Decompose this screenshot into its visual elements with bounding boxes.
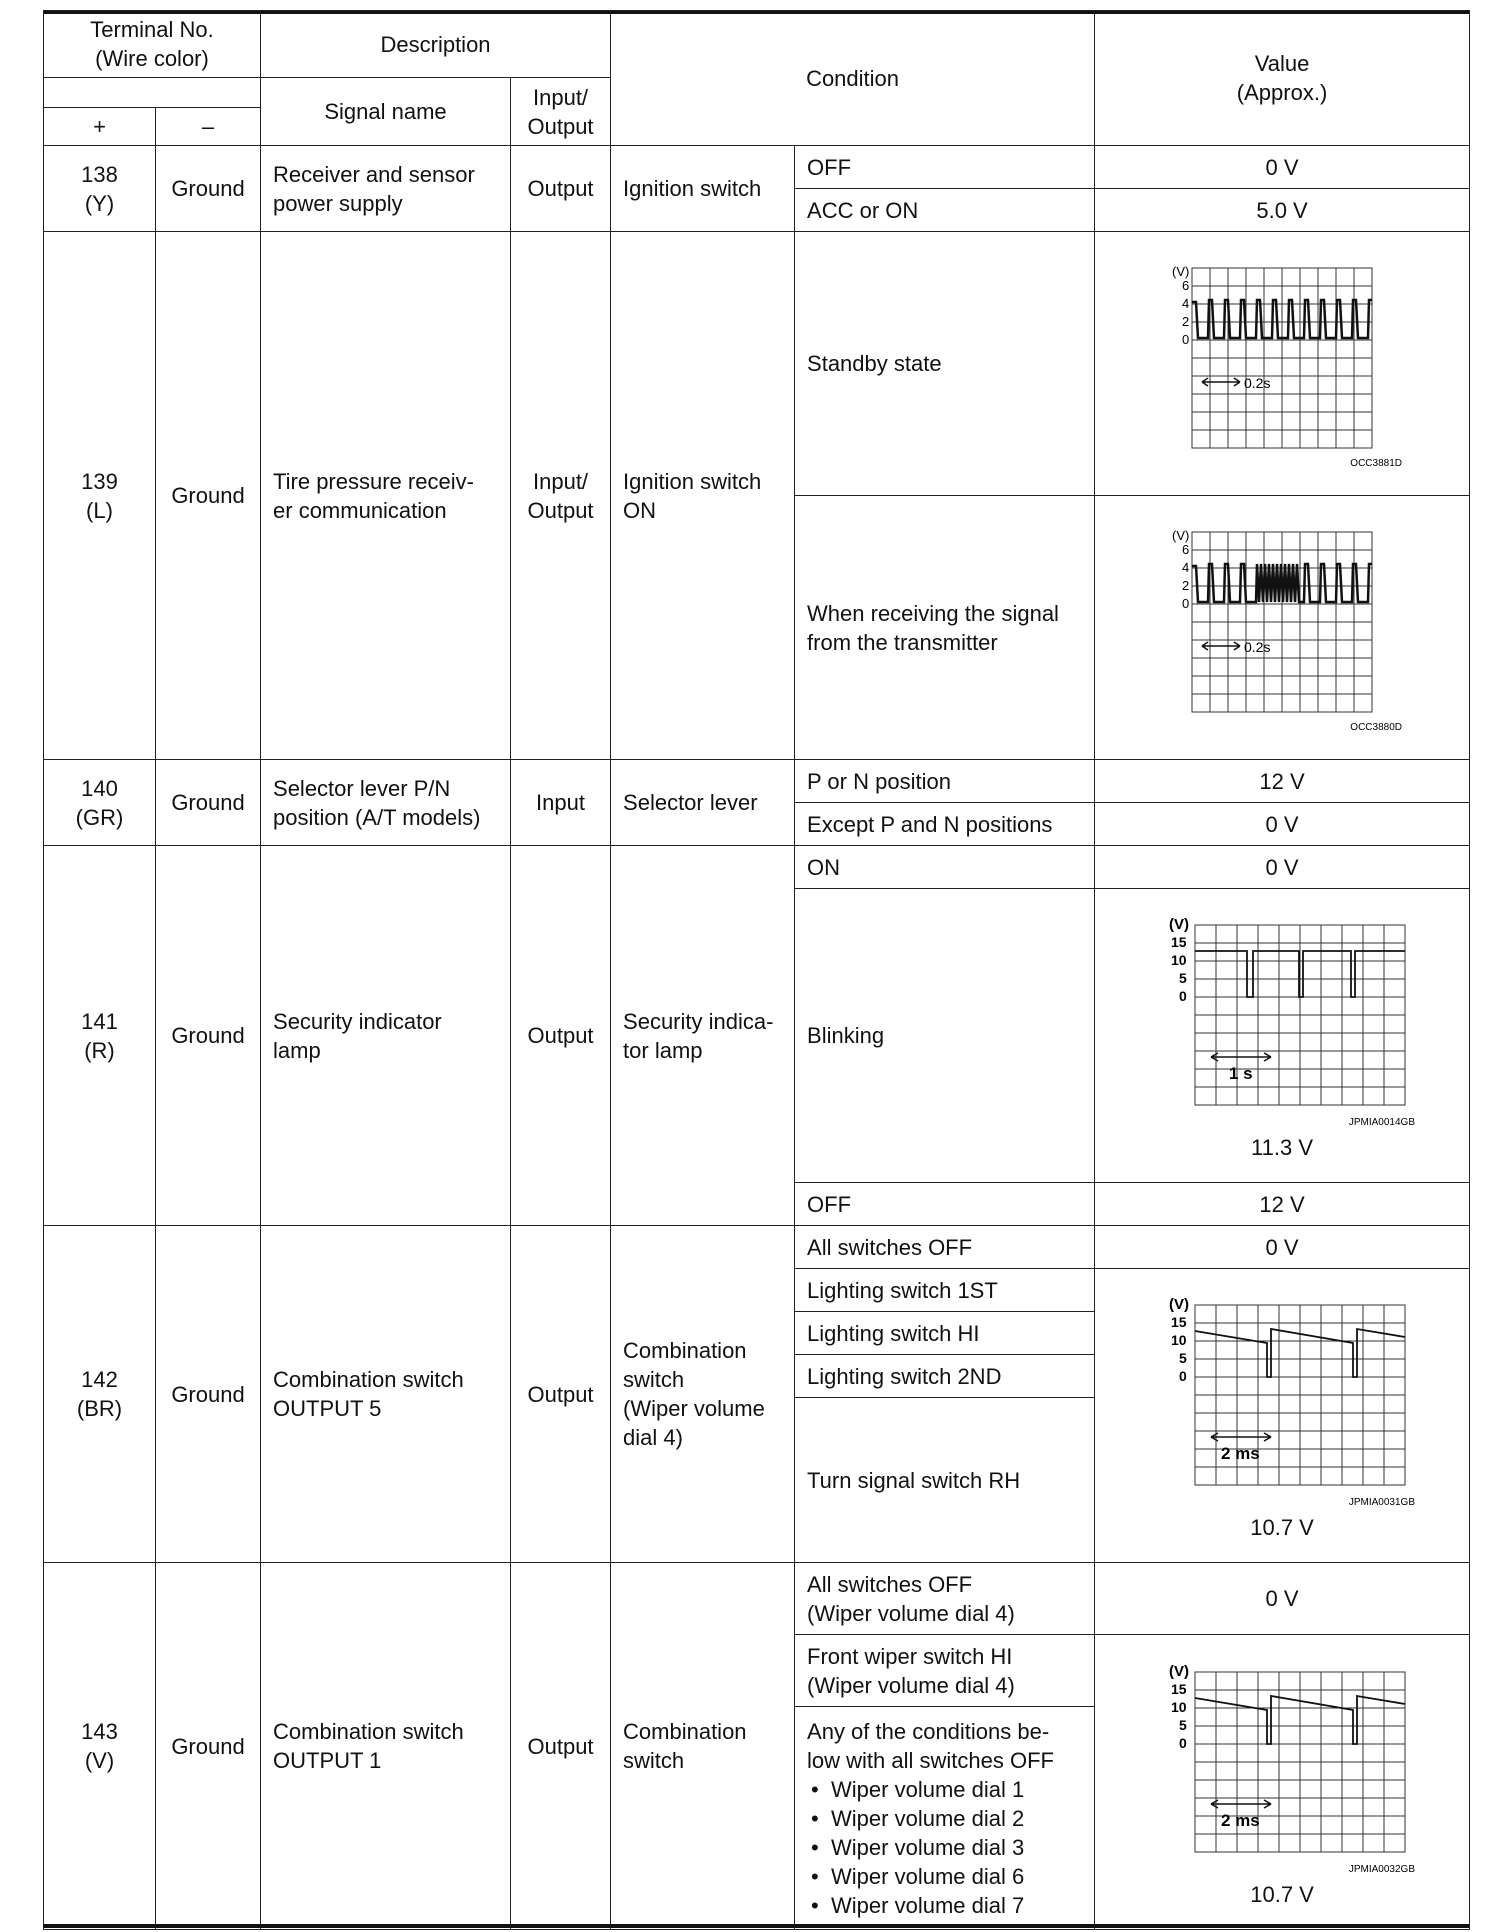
value-cell: 12 V [1095,760,1470,803]
wire-color: (R) [84,1037,115,1063]
value-cell: 0 V [1095,846,1470,889]
wave-tick: 4 [1182,295,1190,311]
signal-line-2: lamp [273,1037,321,1063]
wave-unit: (V) [1169,1296,1190,1313]
cond-main-line: switch [623,1367,685,1392]
ground-cell: Ground [156,760,261,846]
cond-line-2: (Wiper volume dial 4) [807,1672,1015,1698]
list-item: • Wiper volume dial 1 [831,1775,1082,1804]
wave-figure-code: OCC3880D [1350,721,1403,733]
condition-cell: OFF [795,1183,1095,1226]
value-cell: 12 V [1095,1183,1470,1226]
wire-color: (L) [86,497,113,523]
wave-unit: (V) [1169,916,1190,933]
wave-figure-code: JPMIA0031GB [1348,1497,1416,1508]
header-io-1: Input/ [533,84,589,110]
signal-name-cell [261,232,511,760]
signal-name-cell [261,1226,511,1563]
cond-main-line-1: Combination [623,1719,747,1744]
io-cell: Output [511,846,611,1226]
wave-tick: 6 [1182,541,1190,557]
condition-cell: P or N position [795,760,1095,803]
terminal-141 [44,846,156,1226]
cond-line-1: Front wiper switch HI [807,1643,1013,1669]
header-row-1 [44,11,1470,78]
cond-main-line: Combination [623,1338,747,1363]
wave-tick: 6 [1182,277,1190,293]
wave-time-arrow [1211,1053,1271,1061]
table-row-142a [44,1226,1470,1269]
waveform-output-5 [1147,1291,1417,1511]
ground-cell: Ground [156,146,261,232]
condition-main-cell [611,846,795,1226]
wave-time-label: 0.2s [1244,374,1271,391]
io-line-1: Input/ [533,468,589,494]
condition-cell: ACC or ON [795,189,1095,232]
signal-line-2: power supply [273,190,403,216]
signal-name-cell [261,760,511,846]
wave-time-label: 2 ms [1221,1444,1260,1463]
wave-tick: 15 [1171,934,1187,950]
cond-line-2: (Wiper volume dial 4) [807,1600,1015,1626]
header-terminal [44,11,261,78]
table-row-140a [44,760,1470,803]
cond-main-line: dial 4) [623,1425,683,1450]
condition-cell: Standby state [795,232,1095,496]
wave-time-label: 2 ms [1221,1810,1260,1830]
header-value-approx: (Approx.) [1236,80,1328,105]
condition-cell: Except P and N positions [795,803,1095,846]
condition-cell [795,496,1095,760]
condition-main-cell: Selector lever [611,760,795,846]
wave-unit: (V) [1169,1662,1190,1680]
terminal-number: 138 [81,161,118,187]
signal-line-1: Combination switch [273,1719,464,1744]
signal-name-cell [261,846,511,1226]
condition-cell: Lighting switch HI [795,1312,1095,1355]
terminal-139 [44,232,156,760]
list-item: • Wiper volume dial 2 [831,1804,1082,1833]
header-io-2: Output [527,113,594,139]
condition-cell [795,1707,1095,1930]
signal-line-2: OUTPUT 1 [273,1748,382,1773]
cond-line-1: All switches OFF [807,1571,973,1597]
wave-tick: 2 [1182,313,1190,329]
header-value [1095,11,1470,146]
wire-color: (GR) [75,804,124,830]
waveform-cell [1095,496,1470,760]
cond-line-2: low with all switches OFF [807,1747,1054,1773]
ground-cell: Ground [156,1226,261,1563]
wave-figure-code: OCC3881D [1350,457,1403,469]
waveform-cell [1095,232,1470,496]
waveform-cell [1095,1635,1470,1930]
header-value-label: Value [1254,51,1310,76]
wave-tick: 0 [1179,988,1187,1004]
condition-main-cell [611,1563,795,1930]
value-output-1: 10.7 V [1250,1881,1314,1907]
wire-color: (Y) [84,190,115,216]
terminal-number: 139 [81,468,118,494]
value-cell: 0 V [1095,146,1470,189]
terminal-number: 143 [81,1719,118,1744]
terminal-number: 142 [81,1367,118,1392]
signal-name-cell [261,1563,511,1930]
cond-main-line-2: ON [623,497,657,523]
condition-cell: Lighting switch 2ND [795,1355,1095,1398]
wave-time-arrow [1211,1800,1271,1808]
wave-time-arrow [1211,1433,1271,1441]
wiper-dial-list [807,1775,1082,1920]
signal-line-1: Tire pressure receiv- [273,468,474,494]
waveform-output-1 [1147,1658,1417,1878]
waveform-blinking [1147,911,1417,1131]
wave-tick: 15 [1171,1314,1187,1330]
io-cell: Output [511,1563,611,1930]
signal-line-2: position (A/T models) [273,804,481,830]
cond-main-line-2: switch [623,1748,685,1773]
header-wire-spacer [44,78,261,108]
io-cell: Output [511,1226,611,1563]
cond-main-line-1: Ignition switch [623,468,762,494]
list-item: • Wiper volume dial 7 [831,1891,1082,1920]
wave-tick: 5 [1179,1350,1187,1366]
table-row-141a [44,846,1470,889]
signal-line-1: Receiver and sensor [273,161,475,187]
signal-line-2: er communication [273,497,447,523]
cond-line-1: Any of the conditions be- [807,1718,1050,1744]
value-blinking: 11.3 V [1251,1135,1314,1160]
wire-color: (BR) [76,1396,123,1421]
cond-main-line-1: Security indica- [623,1008,774,1034]
cond-line-1: When receiving the signal [807,600,1059,626]
condition-main-cell [611,1226,795,1563]
wave-time-label: 0.2s [1244,638,1271,655]
condition-cell [795,1563,1095,1635]
wave-tick: 10 [1171,1332,1187,1348]
header-terminal-no: Terminal No. [90,17,214,42]
terminal-spec-table [43,10,1470,1930]
table-row-138a [44,146,1470,189]
wave-tick: 0 [1182,331,1190,347]
wave-tick: 10 [1171,952,1187,968]
wave-time-label: 1 s [1229,1064,1253,1083]
wave-tick: 5 [1179,1716,1187,1733]
terminal-143 [44,1563,156,1930]
signal-line-1: Combination switch [273,1367,464,1392]
condition-cell: Turn signal switch RH [795,1398,1095,1563]
cond-main-line-2: tor lamp [623,1037,703,1063]
wave-figure-code: JPMIA0014GB [1348,1117,1416,1128]
condition-cell: OFF [795,146,1095,189]
io-line-2: Output [527,497,594,523]
value-cell: 0 V [1095,803,1470,846]
wave-tick: 4 [1182,559,1190,575]
condition-cell: All switches OFF [795,1226,1095,1269]
io-cell [511,232,611,760]
wave-tick: 15 [1171,1680,1187,1697]
wave-unit: (V) [1172,527,1190,543]
terminal-number: 140 [81,775,118,801]
header-minus: – [156,108,261,146]
header-condition: Condition [611,11,1095,146]
waveform-standby-state [1152,260,1412,470]
wave-tick: 2 [1182,577,1190,593]
wave-figure-code: JPMIA0032GB [1348,1863,1416,1875]
table-bottom-rule [43,1924,1469,1928]
wave-trace [1192,564,1372,602]
wire-color: (V) [84,1748,115,1773]
condition-cell: Blinking [795,889,1095,1183]
terminal-142 [44,1226,156,1563]
wave-time-arrow [1202,378,1240,386]
value-output-5: 10.7 V [1250,1515,1314,1540]
table-row-143a [44,1563,1470,1635]
waveform-receiving-signal [1152,524,1412,734]
header-signal-name: Signal name [261,78,511,146]
list-item: • Wiper volume dial 6 [831,1862,1082,1891]
table-row-139a [44,232,1470,496]
header-wire-color: (Wire color) [95,46,209,71]
ground-cell: Ground [156,846,261,1226]
wave-time-arrow [1202,642,1240,650]
ground-cell: Ground [156,1563,261,1930]
header-plus: + [44,108,156,146]
condition-cell: Lighting switch 1ST [795,1269,1095,1312]
waveform-cell [1095,889,1470,1183]
signal-name-cell [261,146,511,232]
ground-cell: Ground [156,232,261,760]
value-cell: 0 V [1095,1563,1470,1635]
list-item: • Wiper volume dial 3 [831,1833,1082,1862]
wave-unit: (V) [1172,263,1190,279]
condition-cell: ON [795,846,1095,889]
wave-tick: 0 [1179,1734,1187,1751]
signal-line-1: Security indicator [273,1008,442,1034]
cond-line-2: from the transmitter [807,629,998,655]
wave-tick: 0 [1182,595,1190,611]
waveform-cell [1095,1269,1470,1563]
terminal-138 [44,146,156,232]
terminal-number: 141 [81,1008,118,1034]
io-cell: Output [511,146,611,232]
condition-cell [795,1635,1095,1707]
signal-line-2: OUTPUT 5 [273,1396,382,1421]
wave-tick: 5 [1179,970,1187,986]
wave-tick: 10 [1171,1698,1187,1715]
value-cell: 0 V [1095,1226,1470,1269]
terminal-140 [44,760,156,846]
cond-main-line: (Wiper volume [623,1396,765,1421]
condition-main-cell [611,232,795,760]
condition-main-cell: Ignition switch [611,146,795,232]
terminal-spec-document [43,10,1469,1928]
value-cell: 5.0 V [1095,189,1470,232]
io-cell: Input [511,760,611,846]
wave-tick: 0 [1179,1368,1187,1384]
header-description: Description [261,11,611,78]
header-io [511,78,611,146]
signal-line-1: Selector lever P/N [273,775,451,801]
